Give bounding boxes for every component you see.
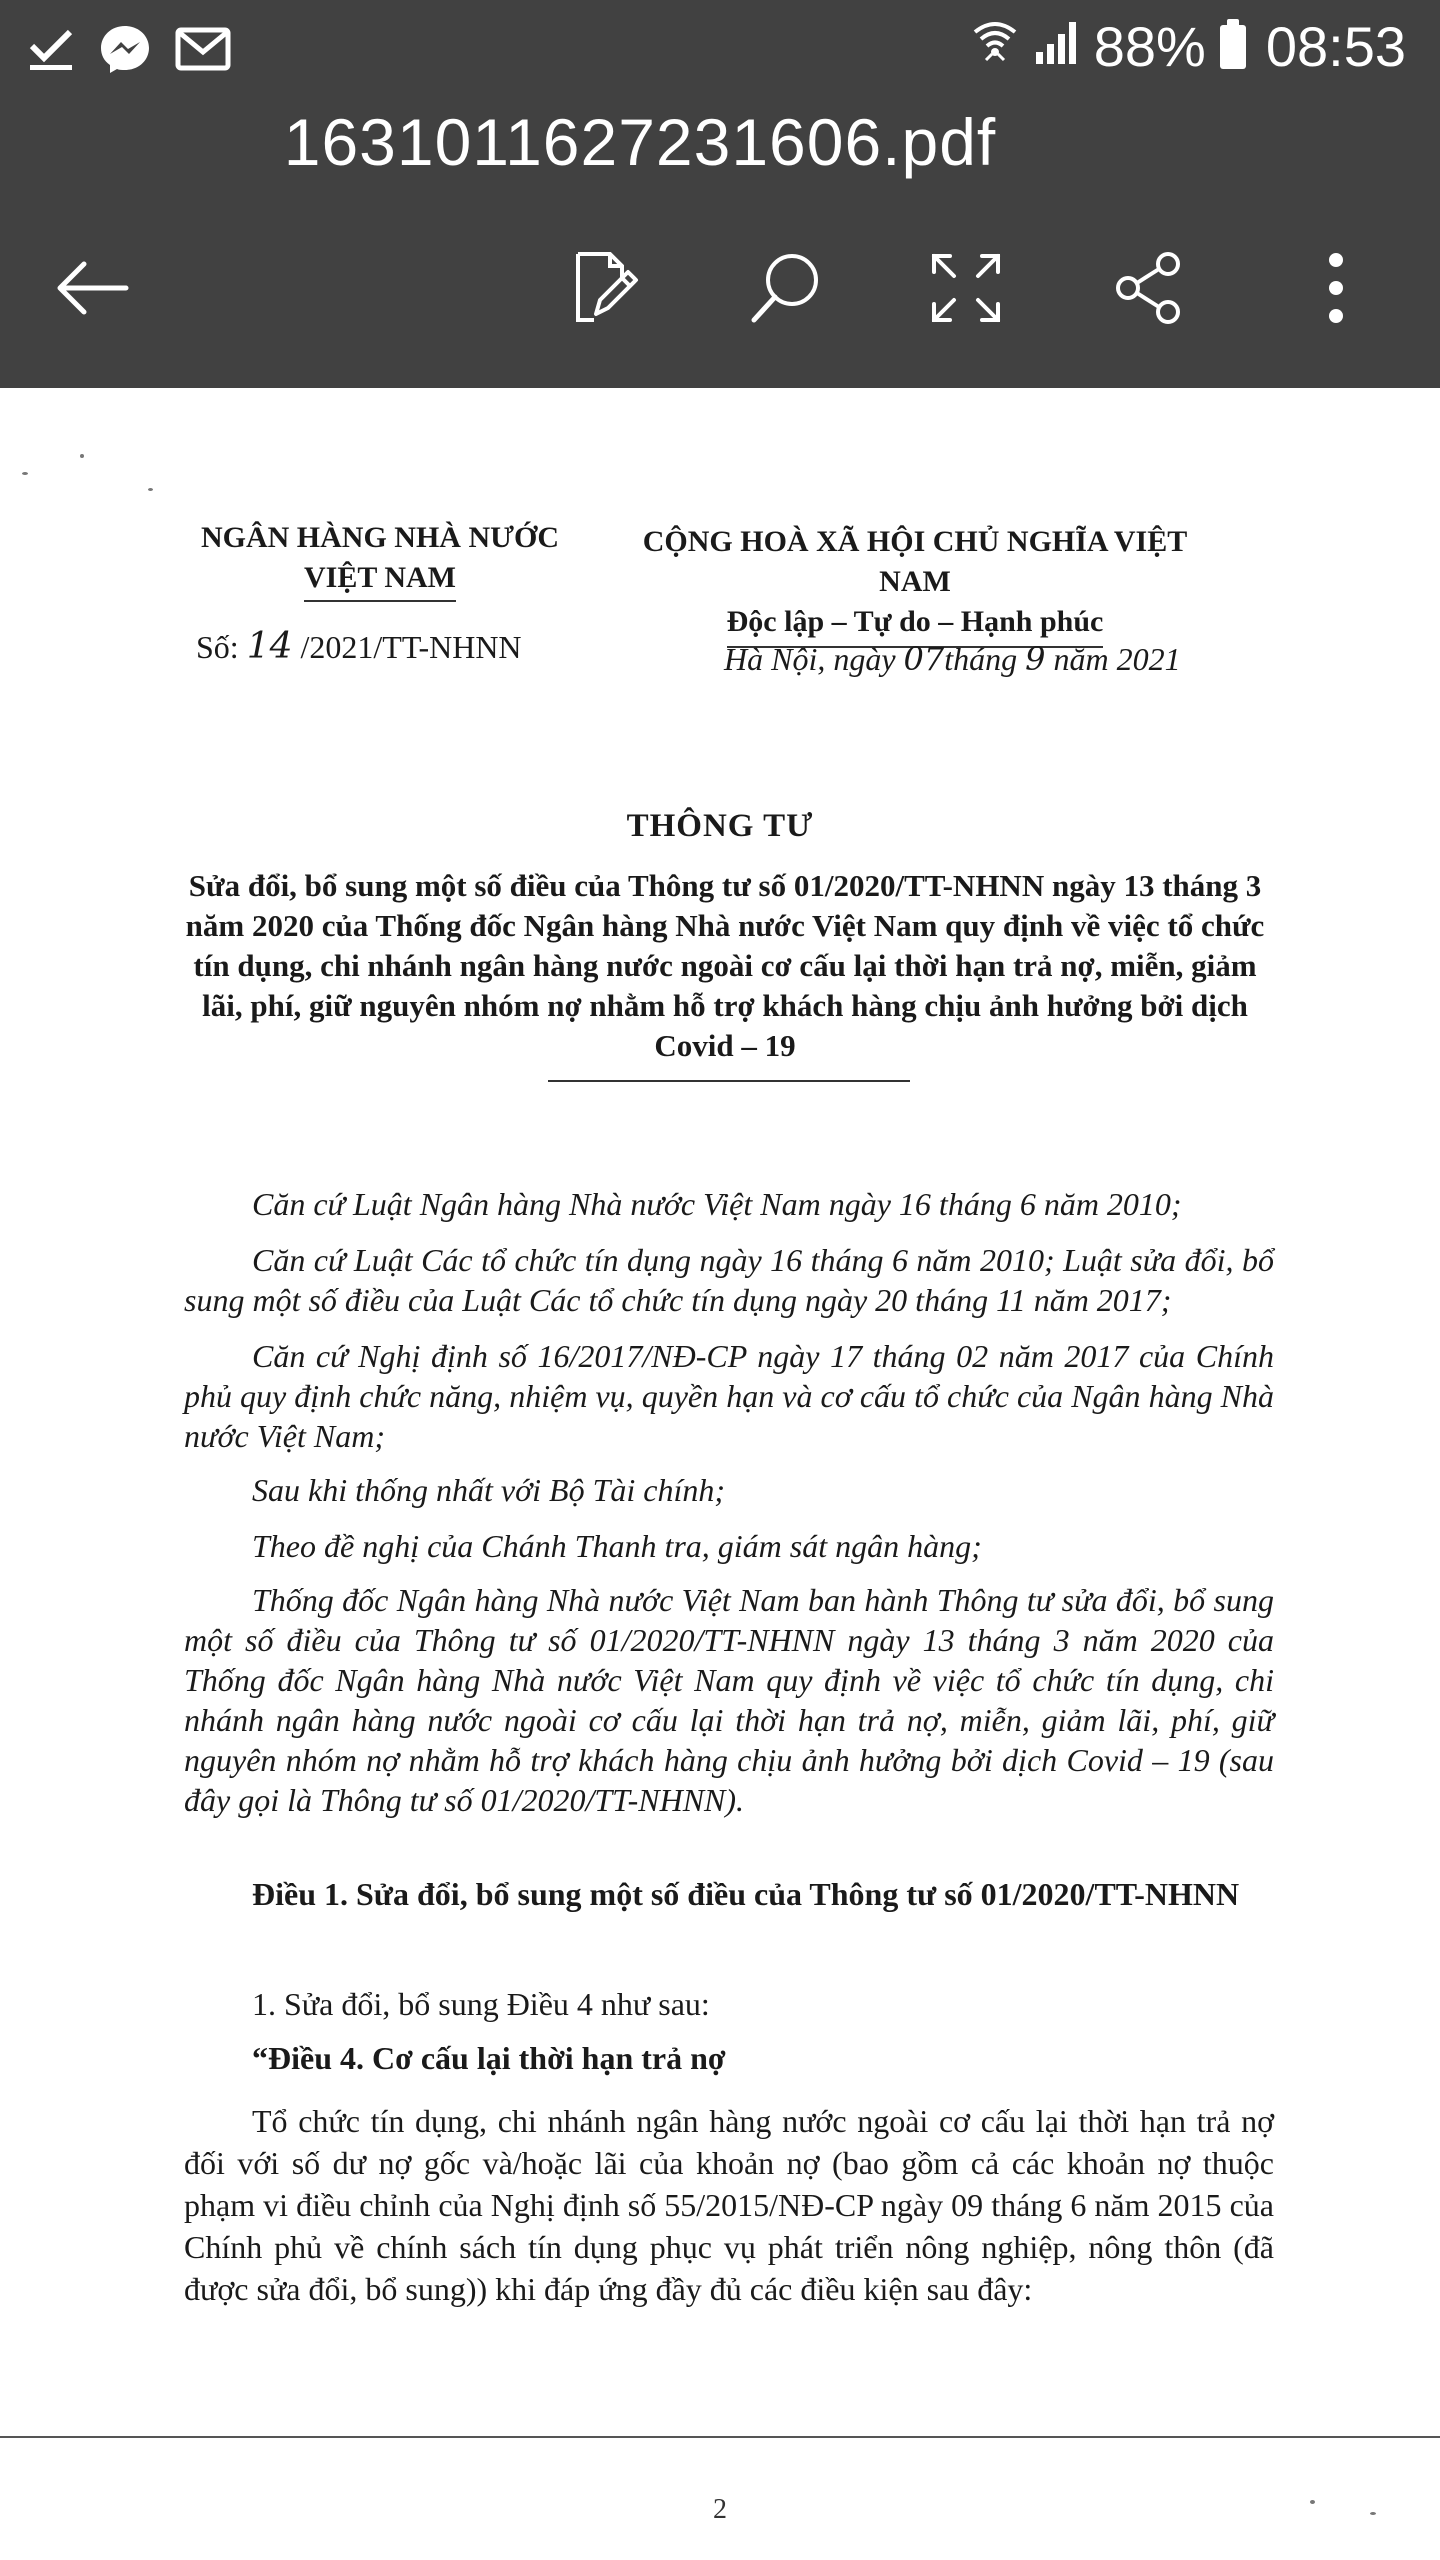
signal-icon bbox=[1032, 14, 1080, 79]
more-options-button[interactable] bbox=[1286, 240, 1386, 340]
download-done-icon bbox=[26, 24, 76, 79]
article-4-body: Tổ chức tín dụng, chi nhánh ngân hàng nước ngoài cơ cấu lại thời hạn trả nợ đối với số dư nợ gốc và/hoặc lãi của khoản nợ (bao gồm cả các khoản nợ thuộc phạm vi điều chỉnh của Nghị định số 55/2015/NĐ-CP ngày 09 tháng 6 năm 2015 của Chính phủ về chính sách tín dụng phục vụ phát triển nông nghiệp, nông thôn (đã được sửa đổi, bổ sung)) khi đáp ứng đầy đủ các điều kiện sau đây: bbox=[184, 2103, 1274, 2307]
search-icon bbox=[746, 248, 826, 333]
date-year: năm 2021 bbox=[1045, 641, 1181, 677]
article-1-heading: Điều 1. Sửa đổi, bổ sung một số điều của Thông tư số 01/2020/TT-NHNN bbox=[252, 1876, 1240, 1912]
back-arrow-icon bbox=[52, 258, 132, 323]
battery-percent: 88% bbox=[1093, 15, 1206, 78]
date-day: 07 bbox=[903, 640, 945, 678]
number-prefix: Số: bbox=[196, 629, 247, 665]
promulgation-statement: Thống đốc Ngân hàng Nhà nước Việt Nam ban hành Thông tư sửa đổi, bổ sung một số điều của Thông tư số 01/2020/TT-NHNN ngày 13 tháng 3 năm 2020 của Thống đốc Ngân hàng Nhà nước Việt Nam quy định về việc tổ chức tín dụng, chi nhánh ngân hàng nước ngoài cơ cấu lại thời hạn trả nợ, miễn, giảm lãi, phí, giữ nguyên nhóm nợ nhằm hỗ trợ khách hàng chịu ảnh hưởng bởi dịch Covid – 19 (sau đây gọi là Thông tư số 01/2020/TT-NHNN). bbox=[184, 1582, 1274, 1818]
legal-basis-2: Căn cứ Luật Các tổ chức tín dụng ngày 16 tháng 6 năm 2010; Luật sửa đổi, bổ sung một số điều của Luật Các tổ chức tín dụng ngày 20 tháng 11 năm 2017; bbox=[184, 1242, 1274, 1318]
scan-speck bbox=[22, 472, 28, 475]
system-status bbox=[972, 14, 1406, 79]
agency-line-1: NGÂN HÀNG NHÀ NƯỚC bbox=[200, 521, 560, 554]
battery-icon bbox=[1220, 25, 1246, 69]
fullscreen-icon bbox=[928, 250, 1004, 331]
number-handwritten: 14 bbox=[246, 626, 293, 667]
issuing-agency bbox=[190, 518, 570, 602]
legal-basis-4: Sau khi thống nhất với Bộ Tài chính; bbox=[252, 1472, 726, 1508]
status-bar bbox=[0, 0, 1440, 100]
country-name: CỘNG HOÀ XÃ HỘI CHỦ NGHĨA VIỆT NAM bbox=[642, 525, 1188, 598]
document-type: THÔNG TƯ bbox=[626, 808, 814, 844]
legal-basis-3: Căn cứ Nghị định số 16/2017/NĐ-CP ngày 17 tháng 02 năm 2017 của Chính phủ quy định chức năng, nhiệm vụ, quyền hạn và cơ cấu tổ chức của Ngân hàng Nhà nước Việt Nam; bbox=[184, 1338, 1274, 1454]
clause-1: 1. Sửa đổi, bổ sung Điều 4 như sau: bbox=[252, 1986, 710, 2022]
clock: 08:53 bbox=[1265, 15, 1406, 78]
search-button[interactable] bbox=[736, 240, 836, 340]
share-icon bbox=[1112, 250, 1188, 331]
national-title bbox=[610, 522, 1220, 648]
legal-basis-5: Theo đề nghị của Chánh Thanh tra, giám sát ngân hàng; bbox=[252, 1528, 982, 1564]
back-button[interactable] bbox=[42, 240, 142, 340]
agency-line-2: VIỆT NAM bbox=[304, 558, 456, 602]
date-prefix: Hà Nội, ngày bbox=[724, 641, 904, 677]
messenger-icon bbox=[98, 22, 152, 81]
wifi-icon bbox=[972, 14, 1018, 79]
national-motto: Độc lập – Tự do – Hạnh phúc bbox=[727, 602, 1104, 648]
document-title: 1631011627231606.pdf bbox=[283, 105, 997, 179]
date-month: 9 bbox=[1025, 640, 1046, 678]
more-vert-icon bbox=[1326, 250, 1346, 331]
pdf-page bbox=[0, 388, 1440, 2560]
issue-date bbox=[724, 640, 1181, 678]
fullscreen-button[interactable] bbox=[916, 240, 1016, 340]
scan-speck bbox=[148, 488, 153, 491]
page-number: 2 bbox=[713, 2494, 727, 2525]
document-number bbox=[196, 626, 522, 667]
legal-basis-1: Căn cứ Luật Ngân hàng Nhà nước Việt Nam ngày 16 tháng 6 năm 2010; bbox=[252, 1186, 1182, 1222]
document-subject: Sửa đổi, bổ sung một số điều của Thông tư số 01/2020/TT-NHNN ngày 13 tháng 3 năm 2020 của Thống đốc Ngân hàng Nhà nước Việt Nam quy định về việc tổ chức tín dụng, chi nhánh ngân hàng nước ngoài cơ cấu lại thời hạn trả nợ, miễn, giảm lãi, phí, giữ nguyên nhóm nợ nhằm hỗ trợ khách hàng chịu ảnh hưởng bởi dịch Covid – 19 bbox=[185, 868, 1265, 1063]
subject-underline bbox=[548, 1080, 910, 1082]
share-button[interactable] bbox=[1100, 240, 1200, 340]
page-separator bbox=[0, 2436, 1440, 2438]
article-4-heading: “Điều 4. Cơ cấu lại thời hạn trả nợ bbox=[252, 2040, 726, 2076]
viewer-toolbar bbox=[0, 240, 1440, 350]
edit-button[interactable] bbox=[556, 240, 656, 340]
scan-speck bbox=[80, 454, 84, 458]
number-suffix: /2021/TT-NHNN bbox=[292, 629, 522, 665]
mail-icon bbox=[174, 24, 232, 79]
app-bar bbox=[0, 0, 1440, 388]
notification-icons bbox=[26, 22, 232, 81]
date-month-label: tháng bbox=[944, 641, 1026, 677]
edit-document-icon bbox=[566, 248, 646, 333]
